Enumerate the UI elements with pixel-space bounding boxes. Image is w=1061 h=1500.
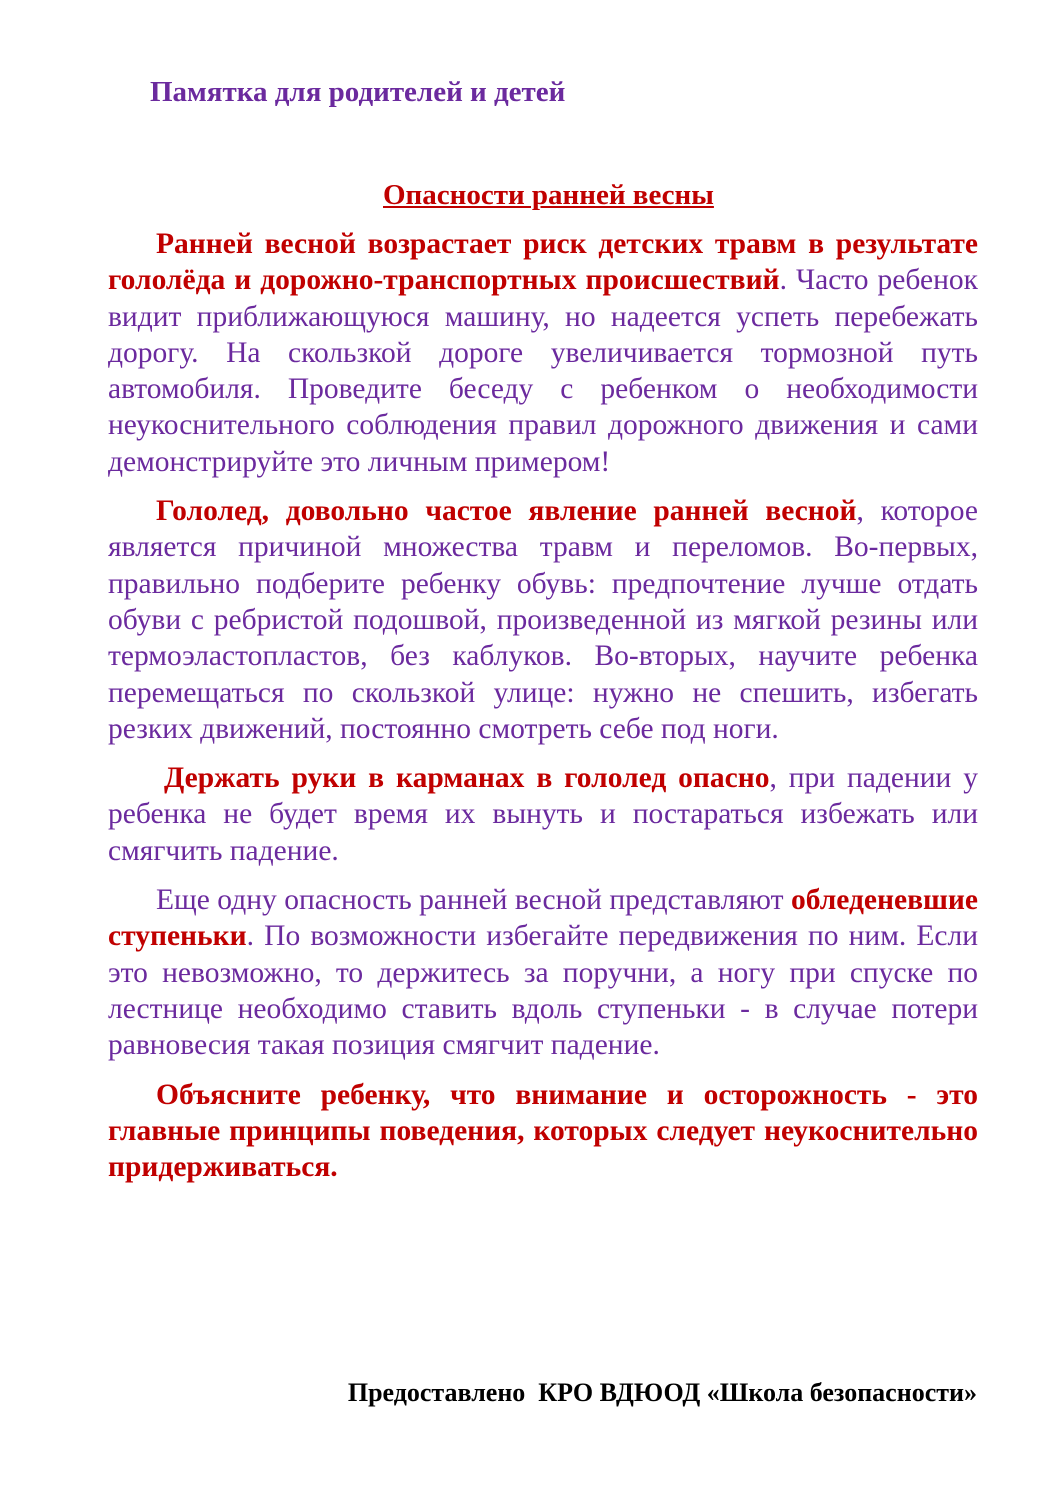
footer-credit: Предоставлено КРО ВДЮОД «Школа безопасности» <box>347 1378 977 1407</box>
paragraph-text: , которое является причиной множества травм и переломов. Во-первых, правильно подберите ребенку обувь: предпочтение лучше отдать обуви с ребристой подошвой, произведенной из мягкой резины или термоэластопластов, без каблуков. Во-вторых, научите ребенка перемещаться по скользкой улице: нужно не спешить, избегать резких движений, постоянно смотреть себе под ноги. <box>108 495 978 745</box>
document-body <box>108 226 978 1185</box>
paragraph-icy-steps <box>108 882 978 1063</box>
paragraph-text: , при падении у ребенка не будет время их вынуть и постараться избежать или смягчить падение. <box>108 762 978 867</box>
paragraph-ice <box>108 493 978 747</box>
paragraph-emphasis: Гололед, довольно частое явление ранней весной <box>156 495 857 528</box>
paragraph-emphasis: обледеневшие ступеньки <box>108 884 978 953</box>
paragraph-emphasis: Ранней весной возрастает риск детских травм в результате гололёда и дорожно-транспортных происшествий <box>108 228 978 297</box>
memo-heading: Памятка для родителей и детей <box>150 76 566 108</box>
paragraph-traffic-risk <box>108 226 978 480</box>
paragraph-text: . Часто ребенок видит приближающуюся машину, но надеется успеть перебежать дорогу. На скользкой дороге увеличивается тормозной путь автомобиля. Проведите беседу с ребенком о необходимости неукоснительного соблюдения правил дорожного движения и сами демонстрируйте это личным примером! <box>108 264 978 478</box>
paragraph-emphasis: Объясните ребенку, что внимание и осторожность - это главные принципы поведения, которых следует неукоснительно придерживаться. <box>108 1078 978 1184</box>
paragraph-conclusion <box>108 1077 978 1186</box>
paragraph-text: . По возможности избегайте передвижения по ним. Если это невозможно, то держитесь за поручни, а ногу при спуске по лестнице необходимо ставить вдоль ступеньки - в случае потери равновесия такая позиция смягчит падение. <box>108 920 978 1062</box>
paragraph-emphasis: Держать руки в карманах в гололед опасно <box>164 762 770 795</box>
paragraph-text: Еще одну опасность ранней весной представляют <box>156 884 791 917</box>
paragraph-hands-in-pockets <box>108 760 978 869</box>
page-title: Опасности ранней весны <box>383 179 714 211</box>
